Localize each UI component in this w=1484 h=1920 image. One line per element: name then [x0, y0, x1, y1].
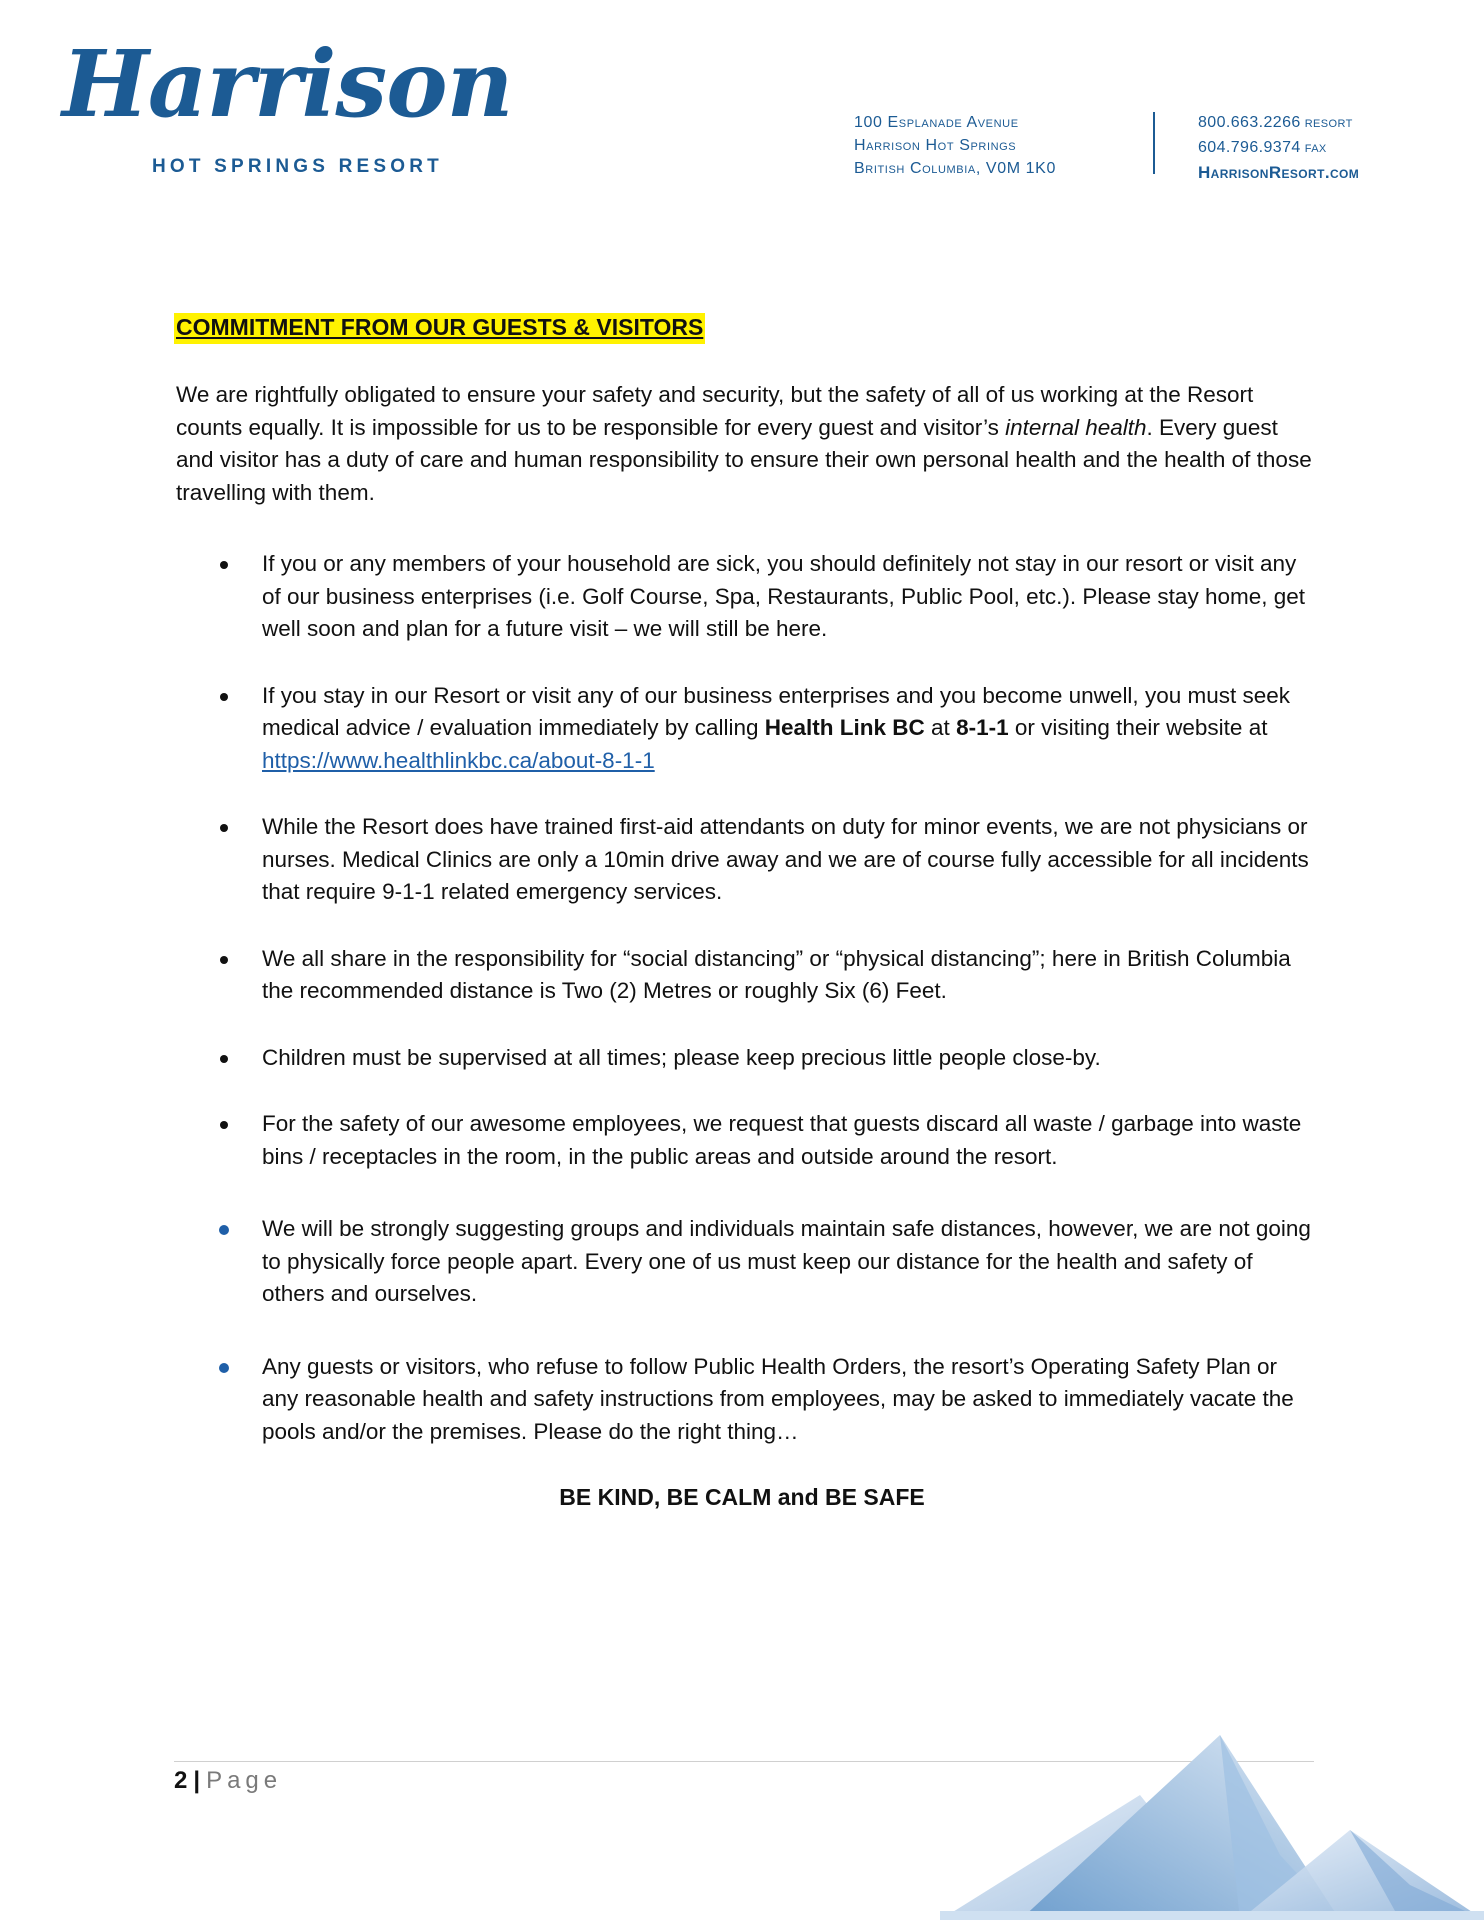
list-item — [176, 1108, 1316, 1173]
fax-tag: FAX — [1304, 143, 1327, 155]
list-item — [176, 943, 1316, 1008]
bullet-icon — [219, 1225, 229, 1235]
health-link-name: Health Link BC — [764, 715, 925, 740]
address-line-2: Harrison Hot Springs — [854, 137, 1017, 154]
list-item — [176, 811, 1316, 909]
address-block — [854, 111, 1056, 180]
health-link-number: 8-1-1 — [956, 715, 1009, 740]
page-separator: | — [193, 1767, 201, 1794]
page-heading: COMMITMENT FROM OUR GUESTS & VISITORS — [174, 313, 705, 344]
fax-line — [1198, 136, 1359, 161]
logo-script: Harrison — [62, 30, 513, 138]
page-number — [174, 1767, 282, 1795]
list-item-text: We will be strongly suggesting groups and individuals maintain safe distances, however, we are not going to physically force people apart. Every one of us must keep our distance for the health and safety of others and ourselves. — [262, 1216, 1311, 1306]
list-item — [176, 1351, 1316, 1449]
list-item-text: For the safety of our awesome employees, we request that guests discard all waste / garbage into waste bins / receptacles in the room, in the public areas and outside around the resort. — [262, 1111, 1302, 1169]
header-divider — [1153, 112, 1155, 174]
list-item-text: or visiting their website at — [1008, 715, 1268, 740]
list-item-text: Children must be supervised at all times; please keep precious little people close-by. — [262, 1044, 1101, 1070]
address-line-1: 100 Esplanade Avenue — [854, 114, 1019, 131]
intro-text-1: We are rightfully obligated to ensure your safety and security, but the safety of all of us working at the Resort counts equally. It is impossible for us to be responsible for every guest and visitor’s — [176, 382, 1254, 440]
phone-tag: RESORT — [1304, 118, 1353, 130]
page-label: Page — [206, 1767, 283, 1794]
phone-number: 800.663.2266 — [1198, 114, 1301, 131]
bullet-icon — [220, 824, 228, 832]
list-item-text: at — [924, 715, 957, 740]
fax-number: 604.796.9374 — [1198, 139, 1301, 156]
bullet-icon — [220, 693, 228, 701]
list-item — [176, 1213, 1316, 1311]
bullet-icon — [220, 956, 228, 964]
logo-subtitle: HOT SPRINGS RESORT — [152, 156, 443, 177]
list-item-text: If you stay in our Resort or visit any of our business enterprises and you become unwell, you must seek medical advice / evaluation immediately by calling — [262, 682, 1291, 740]
website-link[interactable]: HarrisonResort.com — [1198, 163, 1360, 182]
address-line-3: British Columbia, V0M 1K0 — [854, 160, 1056, 177]
list-item-text: If you or any members of your household are sick, you should definitely not stay in our resort or visit any of our business enterprises (i.e. Golf Course, Spa, Restaurants, Public Pool, etc.). Please stay home, get well soon and plan for a future visit – we will still be here. — [262, 551, 1306, 641]
page-number-value: 2 — [174, 1767, 188, 1794]
bullet-icon — [220, 1121, 228, 1129]
list-item — [176, 548, 1316, 646]
list-item — [176, 680, 1316, 778]
contact-block — [1198, 111, 1359, 184]
phone-line — [1198, 111, 1359, 136]
intro-text-2: . Every guest and visitor has a duty of care and human responsibility to ensure their own personal health and the health of those travelling with them. — [176, 414, 1312, 505]
healthlink-url-link[interactable]: https://www.healthlinkbc.ca/about-8-1-1 — [262, 747, 655, 773]
guidelines-list — [176, 548, 1316, 1482]
list-item — [176, 1042, 1316, 1075]
bullet-icon — [220, 561, 228, 569]
intro-paragraph — [176, 379, 1316, 509]
intro-italic: internal health — [1005, 414, 1147, 440]
closing-slogan: BE KIND, BE CALM and BE SAFE — [559, 1484, 925, 1510]
mountains-graphic — [940, 1735, 1484, 1920]
bullet-icon — [220, 1055, 228, 1063]
list-item-text: While the Resort does have trained first-aid attendants on duty for minor events, we are not physicians or nurses. Medical Clinics are only a 10min drive away and we are of course fully accessible for all incidents that require 9-1-1 related emergency services. — [262, 814, 1309, 904]
list-item-text: We all share in the responsibility for “social distancing” or “physical distancing”; here in British Columbia the recommended distance is Two (2) Metres or roughly Six (6) Feet. — [262, 945, 1291, 1003]
bullet-icon — [219, 1363, 229, 1373]
list-item-text: Any guests or visitors, who refuse to follow Public Health Orders, the resort’s Operating Safety Plan or any reasonable health and safety instructions from employees, may be asked to immediately vacate the pools and/or the premises. Please do the right thing… — [262, 1353, 1294, 1444]
